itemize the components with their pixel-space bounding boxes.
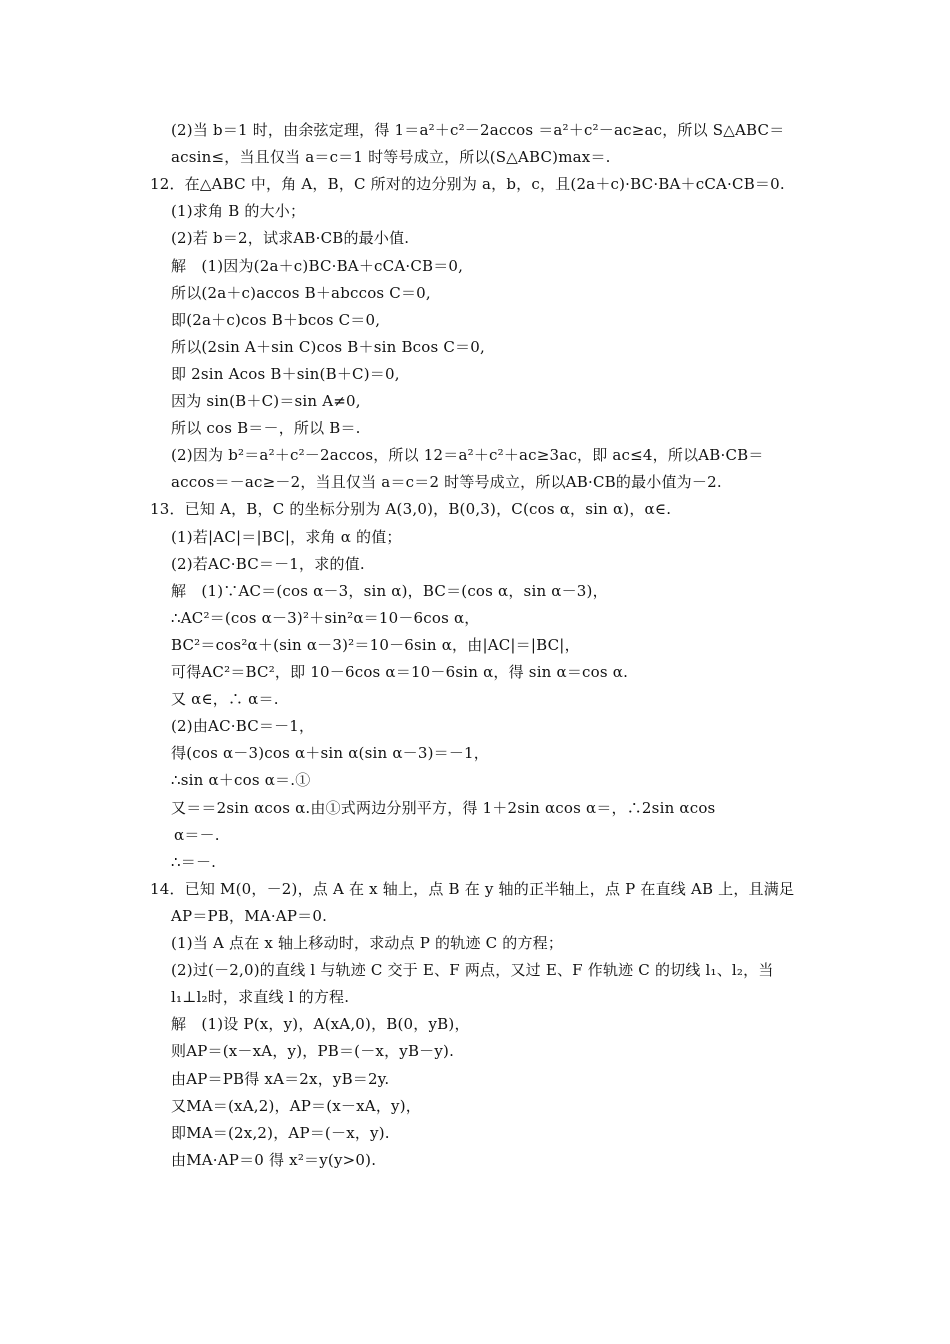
text-line: 又MA＝(xA,2)，AP＝(x－xA，y)， [171, 1096, 421, 1115]
text-line: 又 α∈，∴ α＝. [171, 690, 279, 709]
text-line: 则AP＝(x－xA，y)，PB＝(－x，yB－y). [171, 1042, 455, 1061]
text-line: (2)因为 b²＝a²＋c²－2accos，所以 12＝a²＋c²＋ac≥3ac，即 ac≤4，所以AB·CB＝ [171, 446, 764, 465]
text-line: ∴AC²＝(cos α－3)²＋sin²α＝10－6cos α， [171, 608, 480, 627]
text-line: (2)当 b＝1 时，由余弦定理，得 1＝a²＋c²－2accos ＝a²＋c²－ac≥ac，所以 S△ABC＝ [171, 121, 785, 139]
text-line: 由MA·AP＝0 得 x²＝y(y>0). [171, 1150, 377, 1169]
text-line: AP＝PB，MA·AP＝0. [171, 906, 328, 925]
text-line: BC²＝cos²α＋(sin α－3)²＝10－6sin α，由|AC|＝|BC|， [171, 635, 580, 654]
text-line: α＝－. [174, 825, 220, 844]
text-line: 由AP＝PB得 xA＝2x，yB＝2y. [171, 1069, 390, 1088]
text-line: 解 (1)设 P(x，y)，A(xA,0)，B(0，yB)， [171, 1015, 470, 1034]
text-line: 可得AC²＝BC²，即 10－6cos α＝10－6sin α，得 sin α＝cos α. [171, 663, 629, 681]
text-line: 即MA＝(2x,2)，AP＝(－x，y). [171, 1123, 390, 1142]
text-line: (2)若AC·BC＝－1，求的值. [171, 554, 365, 573]
text-line: (1)求角 B 的大小； [171, 202, 306, 221]
text-line: ∴sin α＋cos α＝.① [171, 771, 311, 790]
text-line: 12．在△ABC 中，角 A，B，C 所对的边分别为 a，b，c，且(2a＋c)·BC·BA＋cCA·CB＝0. [150, 175, 785, 194]
text-line: 解 (1)因为(2a＋c)BC·BA＋cCA·CB＝0, [171, 256, 464, 275]
text-line: 所以(2sin A＋sin C)cos B＋sin Bcos C＝0, [171, 337, 485, 356]
text-line: 即(2a＋c)cos B＋bcos C＝0, [171, 310, 381, 329]
text-line: l₁⊥l₂时，求直线 l 的方程. [171, 988, 350, 1007]
text-line: (1)当 A 点在 x 轴上移动时，求动点 P 的轨迹 C 的方程； [171, 934, 564, 952]
text-line: 解 (1)∵AC＝(cos α－3，sin α)，BC＝(cos α，sin α－3)， [171, 581, 608, 600]
text-line: 所以 cos B＝－，所以 B＝. [171, 419, 361, 438]
text-line: (2)若 b＝2，试求AB·CB的最小值. [171, 229, 410, 248]
text-line: 14．已知 M(0，－2)，点 A 在 x 轴上，点 B 在 y 轴的正半轴上，点 P 在直线 AB 上，且满足 [150, 879, 795, 898]
text-line: (2)过(－2,0)的直线 l 与轨迹 C 交于 E、F 两点，又过 E、F 作轨迹 C 的切线 l₁、l₂，当 [171, 961, 774, 980]
text-line: acsin≤，当且仅当 a＝c＝1 时等号成立，所以(S△ABC)max＝. [171, 148, 611, 167]
text-line: 又＝＝2sin αcos α.由①式两边分别平方，得 1＋2sin αcos α＝，∴2sin αcos [171, 798, 716, 817]
text-line: (2)由AC·BC＝－1， [171, 717, 315, 736]
text-line: ∴＝－. [171, 852, 217, 871]
text-line: 所以(2a＋c)accos B＋abccos C＝0, [171, 283, 431, 302]
text-line: 得(cos α－3)cos α＋sin α(sin α－3)＝－1， [171, 744, 489, 763]
text-line: 因为 sin(B＋C)＝sin A≠0, [171, 392, 361, 410]
text-line: 即 2sin Acos B＋sin(B＋C)＝0, [171, 364, 400, 383]
text-line: 13．已知 A，B，C 的坐标分别为 A(3,0)，B(0,3)，C(cos α，sin α)，α∈. [150, 500, 672, 519]
text-line: accos＝－ac≥－2，当且仅当 a＝c＝2 时等号成立，所以AB·CB的最小值为－2. [171, 473, 722, 492]
text-line: (1)若|AC|＝|BC|，求角 α 的值； [171, 527, 402, 546]
